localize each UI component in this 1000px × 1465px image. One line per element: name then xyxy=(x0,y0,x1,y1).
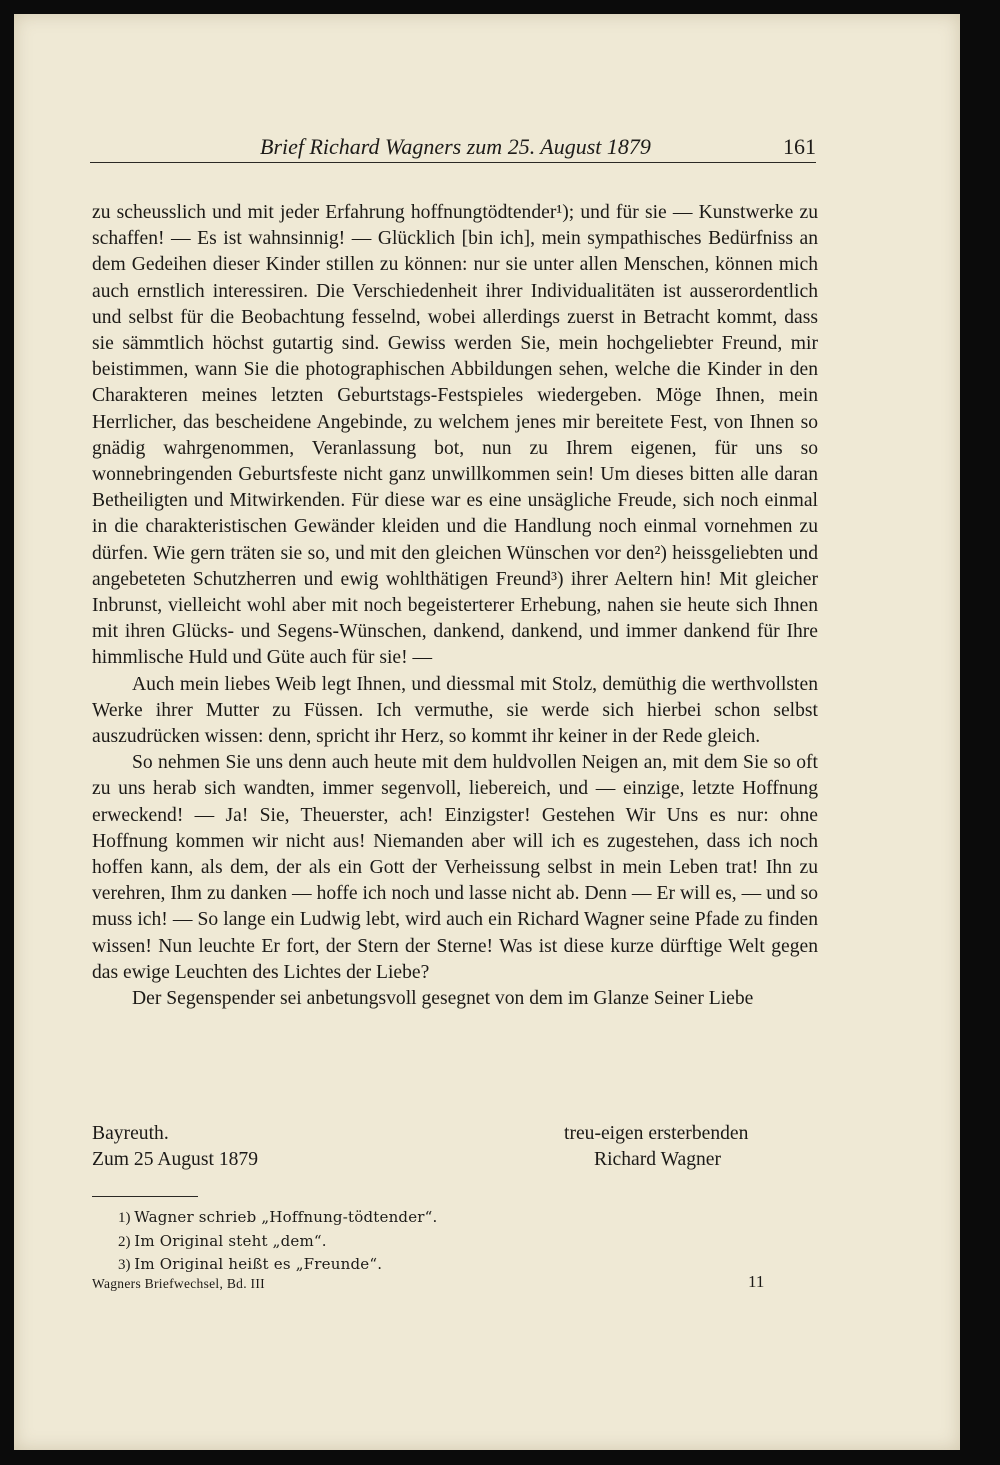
footnote-1-mark: 1) xyxy=(118,1210,131,1226)
paragraph-4: Der Segenspender sei anbetungsvoll gesegnet von dem im Glanze Seiner Liebe xyxy=(132,988,754,1010)
header-rule xyxy=(90,162,816,163)
closing-valediction: treu-eigen ersterbenden xyxy=(564,1123,749,1144)
sheet-number: 11 xyxy=(748,1272,765,1291)
closing-signature: Richard Wagner xyxy=(594,1149,722,1170)
footnote-1-text: Wagner schrieb „Hoffnung-tödtender“. xyxy=(134,1208,438,1226)
paragraph-3: So nehmen Sie uns denn auch heute mit dem huldvollen Neigen an, mit dem Sie so oft zu uns herab sich wandten, immer segenvoll, liebereich, und — einzige, letzte Hoffnung erweckend! — Ja! Sie, Theuerster, ach! Einzigster! Gestehen Wir Uns es nur: ohne Hoffnung kommen wir nicht aus! Niemanden aber will ich es zugestehen, dass ich noch hoffen kann, als dem, der als ein Gott der Verheissung selbst in mein Leben trat! Ihn zu verehren, Ihm zu danken — hoffe ich noch und lasse nicht ab. Denn — Er will es, — und so muss ich! — So lange ein Ludwig lebt, wird auch ein Richard Wagner seine Pfade zu finden wissen! Nun leuchte Er fort, der Stern der Sterne! Was ist diese kurze dürftige Welt gegen das ewige Leuchten des Lichtes der Liebe? xyxy=(92,752,818,983)
footnote-2-text: Im Original steht „dem“. xyxy=(134,1231,327,1250)
footnotes xyxy=(118,1206,718,1277)
paragraph-2: Auch mein liebes Weib legt Ihnen, und diessmal mit Stolz, demüthig die werthvollsten Werke ihrer Mutter zu Füssen. Ich vermuthe, sie werde sich hierbei schon selbst auszudrücken wissen: denn, spricht ihr Herz, so kommt ihr keiner in der Rede gleich. xyxy=(92,673,818,748)
running-head-title: Brief Richard Wagners zum 25. August 1879 xyxy=(260,134,651,159)
footnote-2 xyxy=(118,1230,718,1254)
footnote-3-text: Im Original heißt es „Freunde“. xyxy=(134,1255,383,1273)
paragraph-1: zu scheusslich und mit jeder Erfahrung hoffnungtödtender¹); und für sie — Kunstwerke zu schaffen! — Es ist wahnsinnig! — Glücklich [bin ich], mein sympathisches Bedürfniss an dem Gedeihen dieser Kinder stillen zu können: nur sie unter allen Menschen, können mich auch ernstlich interessiren. Die Verschiedenheit ihrer Individualitäten ist ausserordentlich und selbst für die Beobachtung fesselnd, wobei allerdings zuerst in Betracht kommt, dass sie sämmtlich höchst gutartig sind. Gewiss werden Sie, mein hochgeliebter Freund, mir beistimmen, wann Sie die photographischen Abbildungen sehen, welche die Kinder in den Charakteren meines letzten Geburtstags-Festspieles wiedergeben. Möge Ihnen, mein Herrlicher, das bescheidene Angebinde, zu welchem jenes mir bereitete Fest, von Ihnen so gnädig wahrgenommen, Veranlassung bot, nun zu Ihrem eigenen, für uns so wonnebringenden Geburtsfeste nicht ganz unwillkommen sein! Um dieses bitten alle daran Betheiligten und Mitwirkenden. Für diese war es eine unsägliche Freude, sich noch einmal in die charakteristischen Gewänder kleiden und die Handlung noch einmal vornehmen zu dürfen. Wie gern träten sie so, und mit den gleichen Wünschen vor den²) heissgeliebten und angebeteten Schutzherren und ewig wohlthätigen Freund³) ihrer Aeltern hin! Mit gleicher Inbrunst, vielleicht wohl aber mit noch begeisterterer Erhebung, nahen sie heute sich Ihnen mit ihren Glücks- und Segens-Wünschen, dankend, dankend, und immer dankend für Ihre himmlische Huld und Güte auch für sie! — xyxy=(92,202,818,669)
footnote-1 xyxy=(118,1206,718,1230)
footnote-2-mark: 2) xyxy=(118,1233,131,1250)
closing-date: Zum 25 August 1879 xyxy=(92,1149,259,1170)
footnote-3-mark: 3) xyxy=(118,1257,131,1273)
letter-body xyxy=(92,200,818,1012)
closing-place: Bayreuth. xyxy=(92,1123,169,1144)
page-number: 161 xyxy=(783,134,816,159)
source-line: Wagners Briefwechsel, Bd. III xyxy=(92,1276,265,1291)
footnote-3 xyxy=(118,1253,718,1277)
footnote-rule xyxy=(92,1196,198,1197)
